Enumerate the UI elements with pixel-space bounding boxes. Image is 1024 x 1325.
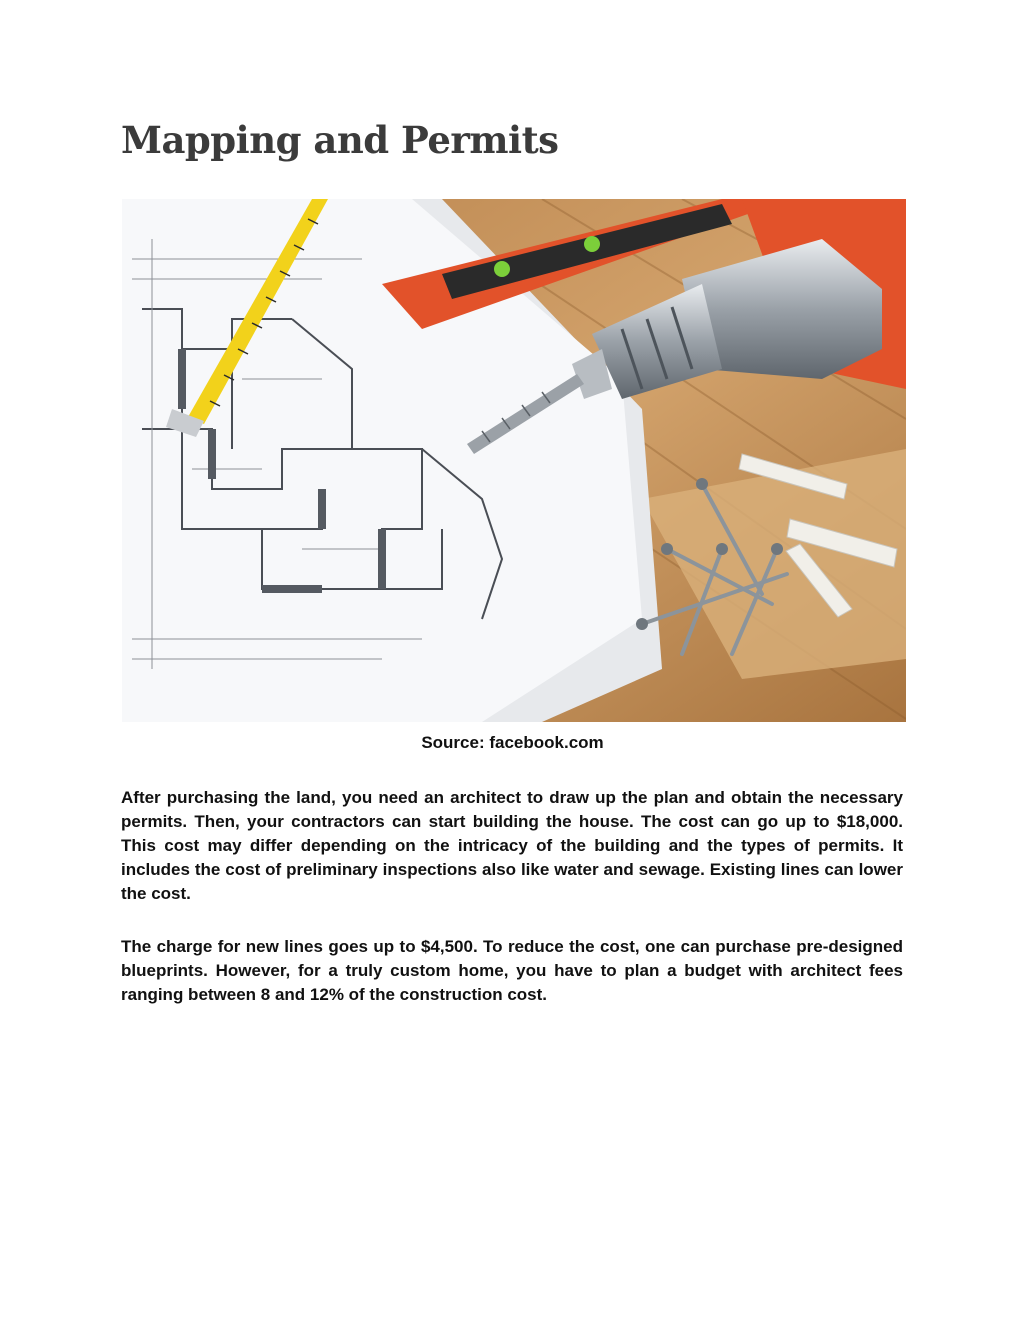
construction-tools-photo — [122, 199, 906, 722]
page-title: Mapping and Permits — [121, 118, 559, 162]
image-caption: Source: facebook.com — [421, 733, 604, 752]
body-paragraph: The charge for new lines goes up to $4,500. To reduce the cost, one can purchase pre-designed blueprints. However, for a truly custom home, you have to plan a budget with architect fees ranging between 8 and 12% of the construction cost. — [121, 937, 903, 1004]
body-paragraph: After purchasing the land, you need an architect to draw up the plan and obtain the necessary permits. Then, your contractors can start building the house. The cost can go up to $18,000. This cost may differ depending on the intricacy of the building and the types of permits. It includes the cost of preliminary inspections also like water and sewage. Existing lines can lower the cost. — [121, 788, 903, 903]
